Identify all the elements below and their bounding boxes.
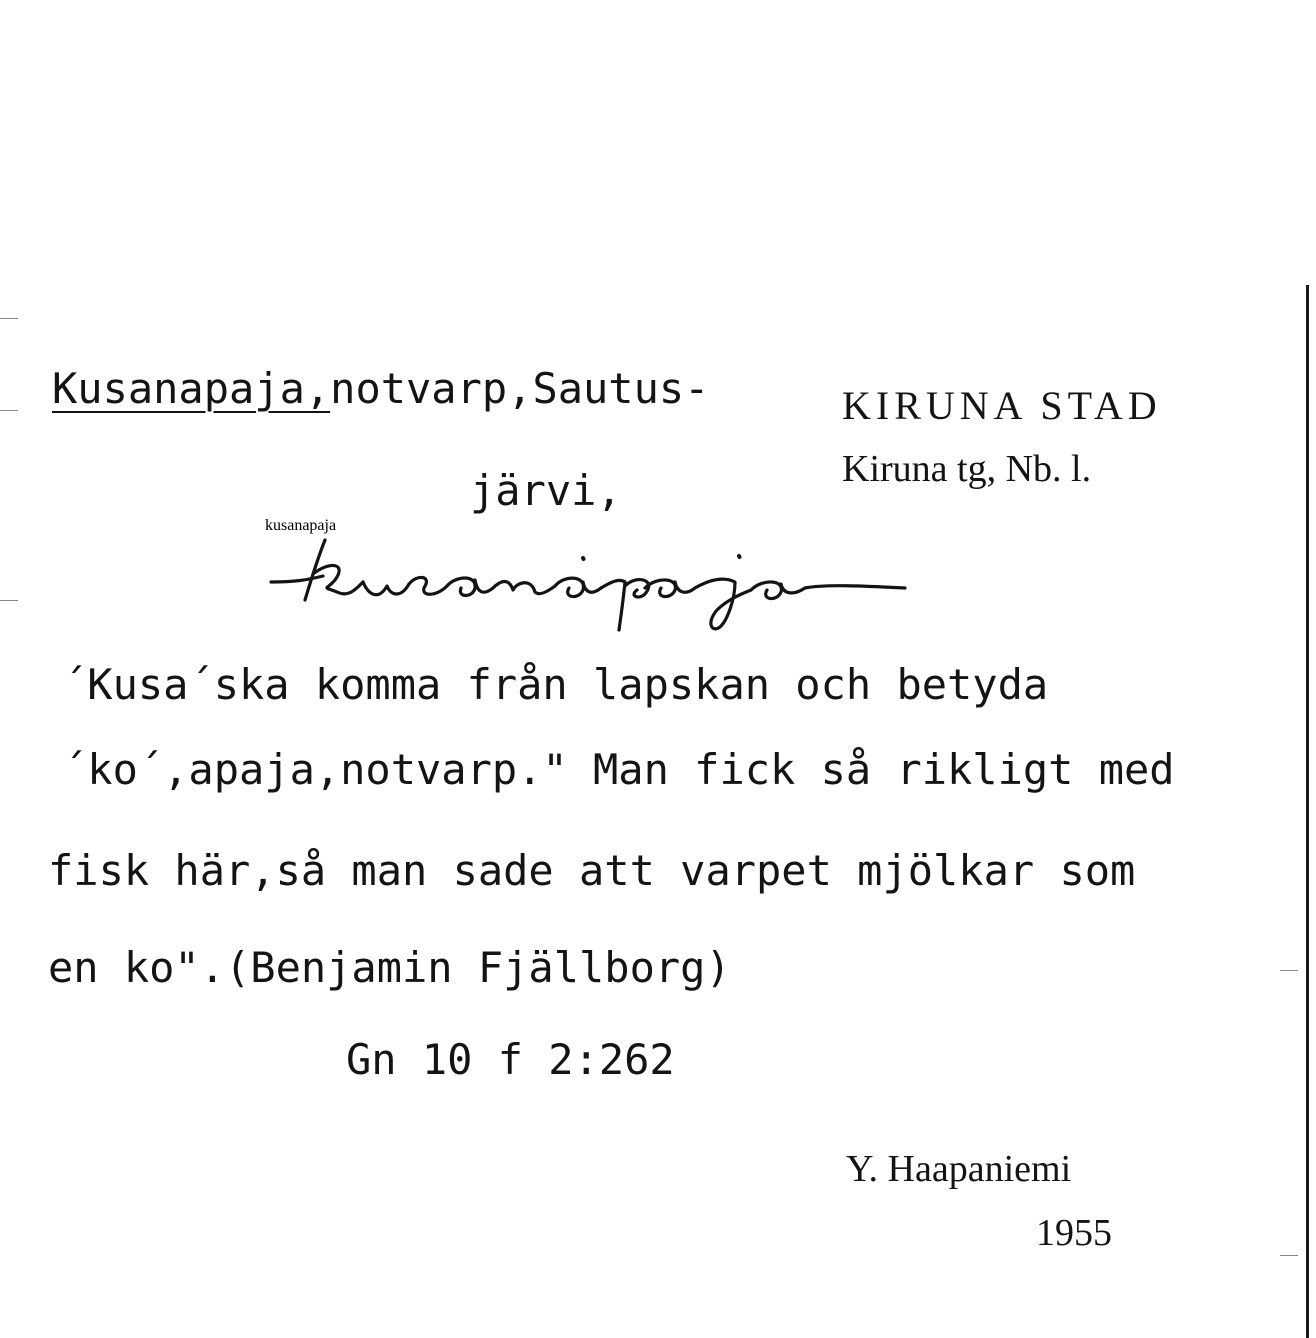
headword-rest: notvarp,Sautus- <box>330 364 710 413</box>
headword-line-2: järvi, <box>470 466 622 515</box>
stamp-place: KIRUNA STAD <box>842 383 1162 428</box>
body-line-4: en ko".(Benjamin Fjällborg) <box>48 943 731 992</box>
scan-mark <box>1280 970 1298 971</box>
body-line-1: ´Kusa´ska komma från lapskan och betyda <box>62 660 1049 709</box>
scan-mark <box>0 600 18 601</box>
handwritten-form <box>265 517 945 640</box>
scan-mark <box>0 318 18 319</box>
handwritten-form-text: kusanapaja <box>265 517 337 534</box>
archive-reference: Gn 10 f 2:262 <box>346 1035 675 1084</box>
body-line-2: ´ko´,apaja,notvarp." Man fick så rikligt med <box>62 745 1175 794</box>
headword-underlined: Kusanapaja, <box>52 364 331 413</box>
scan-mark <box>1280 1255 1298 1256</box>
headword-line-1 <box>52 364 710 413</box>
card-right-edge <box>1306 285 1309 1338</box>
collector-name: Y. Haapaniemi <box>846 1148 1072 1190</box>
stamp-parish: Kiruna tg, Nb. l. <box>842 448 1092 490</box>
body-line-3: fisk här,så man sade att varpet mjölkar som <box>48 846 1136 895</box>
collection-year: 1955 <box>1036 1212 1112 1254</box>
scan-mark <box>0 410 18 411</box>
